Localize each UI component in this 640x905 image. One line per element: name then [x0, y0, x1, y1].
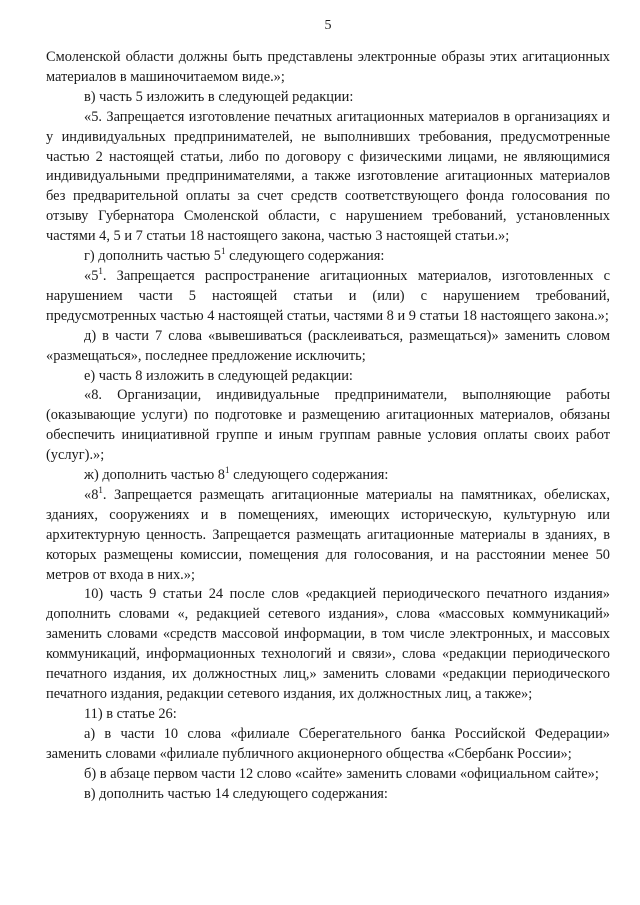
paragraph-1: Смоленской области должны быть представлены электронные образы этих агитационных материалов в машиночитаемом виде.»;	[46, 49, 610, 85]
paragraph-9-sup: 1	[225, 465, 230, 476]
paragraph-7: е) часть 8 изложить в следующей редакции:	[84, 367, 353, 384]
paragraph-11: 10) часть 9 статьи 24 после слов «редакцией периодического печатного издания» дополнить словами «, редакцией сетевого издания», слова «массовых коммуникаций» заменить словами «средств массовой информации, в том числе электронных, и массовых коммуникаций, информационных технологий и связи», слова «редакции периодического печатного издания, их должностных лиц,» заменить словами «редакции периодического печатного издания, редакции сетевого издания, их должностных лиц, а также»;	[46, 586, 610, 702]
paragraph-13: а) в части 10 слова «филиале Сберегательного банка Российской Федерации» заменить словами «филиале публичного акционерного общества «Сбербанк России»;	[46, 725, 610, 762]
paragraph-9-post: следующего содержания:	[229, 467, 389, 484]
paragraph-9-pre: ж) дополнить частью 8	[84, 467, 225, 484]
paragraph-10-pre: «8	[84, 486, 99, 503]
paragraph-4-pre: г) дополнить частью 5	[84, 248, 221, 265]
paragraph-4-post: следующего содержания:	[225, 248, 385, 265]
paragraph-5	[46, 267, 610, 327]
paragraph-9	[46, 466, 610, 486]
paragraph-15: в) дополнить частью 14 следующего содержания:	[84, 785, 388, 802]
paragraph-6: д) в части 7 слова «вывешиваться (расклеиваться, размещаться)» заменить словом «размещаться», последнее предложение исключить;	[46, 327, 610, 364]
paragraph-4-sup: 1	[220, 246, 226, 257]
paragraph-5-pre: «5	[84, 267, 99, 284]
paragraph-14: б) в абзаце первом части 12 слово «сайте» заменить словами «официальном сайте»;	[84, 765, 599, 782]
paragraph-2: в) часть 5 изложить в следующей редакции:	[84, 88, 354, 105]
page-number: 5	[324, 18, 332, 33]
paragraph-3: «5. Запрещается изготовление печатных агитационных материалов в организациях и у индивидуальных предпринимателей, не выполнивших требования, предусмотренные частью 2 настоящей статьи, либо по договору с физическими лицами, не являющимися индивидуальными предпринимателями, а также изготовление агитационных материалов без предварительной оплаты за счет средств соответствующего фонда голосования по отзыву Губернатора Смоленской области, с нарушением требований, установленных частями 4, 5 и 7 статьи 18 настоящего закона, частью 3 настоящей статьи.»;	[46, 108, 610, 245]
paragraph-10-post: . Запрещается размещать агитационные материалы на памятниках, обелисках, зданиях, сооружениях и в помещениях, имеющих историческую, культурную или архитектурную ценность. Запрещается размещать агитационные материалы в зданиях, в которых размещены комиссии, помещения для голосования, и на расстоянии менее 50 метров от входа в них.»;	[46, 486, 610, 583]
paragraph-5-post: . Запрещается распространение агитационных материалов, изготовленных с нарушением части 5 настоящей статьи и (или) с нарушением требований, предусмотренных частью 4 настоящей статьи, частями 8 и 9 статьи 18 настоящего закона.»;	[46, 267, 610, 324]
paragraph-10-sup: 1	[98, 484, 103, 495]
paragraph-8: «8. Организации, индивидуальные предприниматели, выполняющие работы (оказывающие услуги) по подготовке и размещению агитационных материалов, обязаны обеспечить инициативной группе и иным группам равные условия оплаты своих работ (услуг).»;	[46, 387, 610, 464]
paragraph-4	[46, 247, 610, 267]
paragraph-12: 11) в статье 26:	[84, 705, 177, 722]
paragraph-10	[46, 486, 610, 586]
paragraph-5-sup: 1	[98, 265, 103, 276]
